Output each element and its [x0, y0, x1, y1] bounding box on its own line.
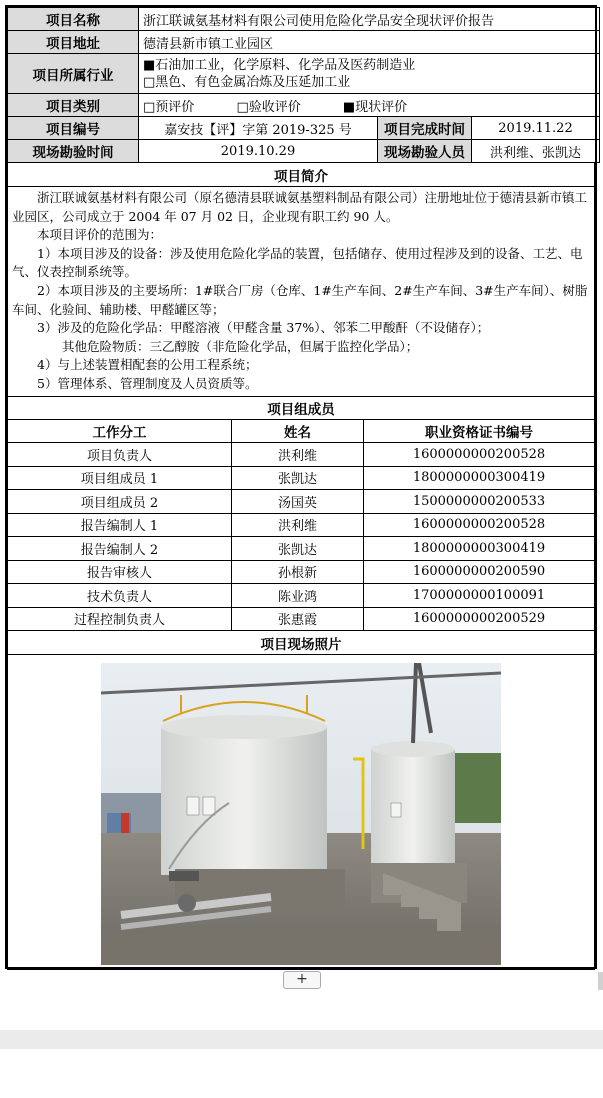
member-name: 洪利维	[232, 513, 364, 537]
expand-button[interactable]: +	[283, 971, 321, 989]
survey-staff-label: 现场勘验人员	[378, 140, 472, 163]
table-row	[8, 584, 595, 608]
member-role: 报告编制人 2	[8, 537, 232, 561]
project-industry-label: 项目所属行业	[8, 54, 139, 94]
finish-time-label: 项目完成时间	[378, 117, 472, 140]
intro-paragraph: 4）与上述装置相配套的公用工程系统；	[37, 357, 258, 373]
project-industry-value	[139, 54, 600, 94]
intro-paragraph: 其他危险物质：三乙醇胺（非危险化学品，但属于监控化学品）；	[62, 338, 419, 354]
member-role: 项目组成员 1	[8, 466, 232, 490]
intro-paragraph: 2）本项目涉及的主要场所：1#联合厂房（仓库、1#生产车间、2#生产车间、3#生产车间）、树脂车间、化验间、辅助楼、甲醛罐区等；	[12, 282, 588, 317]
category-option-current: ■现状评价	[342, 99, 408, 115]
project-number-label: 项目编号	[8, 117, 139, 140]
survey-staff-value: 洪利维、张凯达	[472, 140, 600, 163]
vertical-scrollbar[interactable]	[598, 972, 603, 990]
project-name-value: 浙江联诚氨基材料有限公司使用危险化学品安全现状评价报告	[139, 8, 600, 31]
member-certificate: 1600000000200529	[364, 607, 595, 631]
project-intro-table	[7, 162, 595, 397]
project-number-value: 嘉安技【评】字第 2019-325 号	[139, 117, 378, 140]
project-address-value: 德清县新市镇工业园区	[139, 31, 600, 54]
intro-body	[8, 187, 595, 397]
intro-paragraph: 本项目评价的范围为：	[37, 227, 163, 243]
project-address-label: 项目地址	[8, 31, 139, 54]
member-name: 陈业鸿	[232, 584, 364, 608]
member-name: 汤国英	[232, 490, 364, 514]
intro-title: 项目简介	[8, 163, 595, 187]
column-header-certificate: 职业资格证书编号	[364, 419, 595, 443]
intro-paragraph: 5）管理体系、管理制度及人员资质等。	[37, 375, 258, 391]
table-row	[8, 537, 595, 561]
member-name: 张凯达	[232, 466, 364, 490]
industry-option-petroleum: ■石油加工业，化学原料、化学品及医药制造业	[143, 57, 416, 73]
table-row	[8, 466, 595, 490]
member-role: 项目组成员 2	[8, 490, 232, 514]
member-name: 张凯达	[232, 537, 364, 561]
member-certificate: 1600000000200528	[364, 513, 595, 537]
table-row	[8, 607, 595, 631]
category-option-pre: □预评价	[143, 99, 195, 115]
member-name: 孙根新	[232, 560, 364, 584]
intro-paragraph: 1）本项目涉及的设备：涉及使用危险化学品的装置，包括储存、使用过程涉及到的设备、工艺、电气、仪表控制系统等。	[12, 245, 583, 280]
member-certificate: 1500000000200533	[364, 490, 595, 514]
project-info-table	[7, 7, 600, 163]
table-row	[8, 490, 595, 514]
member-name: 洪利维	[232, 443, 364, 467]
photo-table	[7, 630, 595, 970]
member-role: 项目负责人	[8, 443, 232, 467]
member-role: 报告审核人	[8, 560, 232, 584]
footer-bar	[0, 1030, 603, 1049]
project-name-label: 项目名称	[8, 8, 139, 31]
members-table	[7, 396, 595, 632]
member-certificate: 1800000000300419	[364, 537, 595, 561]
category-option-acceptance: □验收评价	[236, 99, 301, 115]
intro-paragraph: 浙江联诚氨基材料有限公司（原名德清县联诚氨基塑料制品有限公司）注册地址位于德清县新市镇工业园区，公司成立于 2004 年 07 月 02 日，企业现有职工约 90 人。	[12, 190, 588, 224]
project-category-value	[139, 94, 600, 117]
project-category-label: 项目类别	[8, 94, 139, 117]
finish-time-value: 2019.11.22	[472, 117, 600, 140]
table-row	[8, 443, 595, 467]
member-certificate: 1700000000100091	[364, 584, 595, 608]
report-sheet	[5, 5, 597, 969]
table-row	[8, 513, 595, 537]
industry-option-metal: □黑色、有色金属冶炼及压延加工业	[143, 74, 351, 90]
photo-title: 项目现场照片	[8, 631, 595, 655]
member-name: 张惠霞	[232, 607, 364, 631]
member-certificate: 1600000000200590	[364, 560, 595, 584]
member-role: 技术负责人	[8, 584, 232, 608]
photo-cell	[8, 655, 595, 970]
member-certificate: 1600000000200528	[364, 443, 595, 467]
survey-time-value: 2019.10.29	[139, 140, 378, 163]
intro-paragraph: 3）涉及的危险化学品：甲醛溶液（甲醛含量 37%）、邻苯二甲酸酐（不设储存）；	[37, 320, 490, 336]
member-role: 过程控制负责人	[8, 607, 232, 631]
member-certificate: 1800000000300419	[364, 466, 595, 490]
members-title: 项目组成员	[8, 396, 595, 419]
member-role: 报告编制人 1	[8, 513, 232, 537]
column-header-name: 姓名	[232, 419, 364, 443]
site-photo	[101, 663, 501, 965]
survey-time-label: 现场勘验时间	[8, 140, 139, 163]
table-row	[8, 560, 595, 584]
column-header-role: 工作分工	[8, 419, 232, 443]
